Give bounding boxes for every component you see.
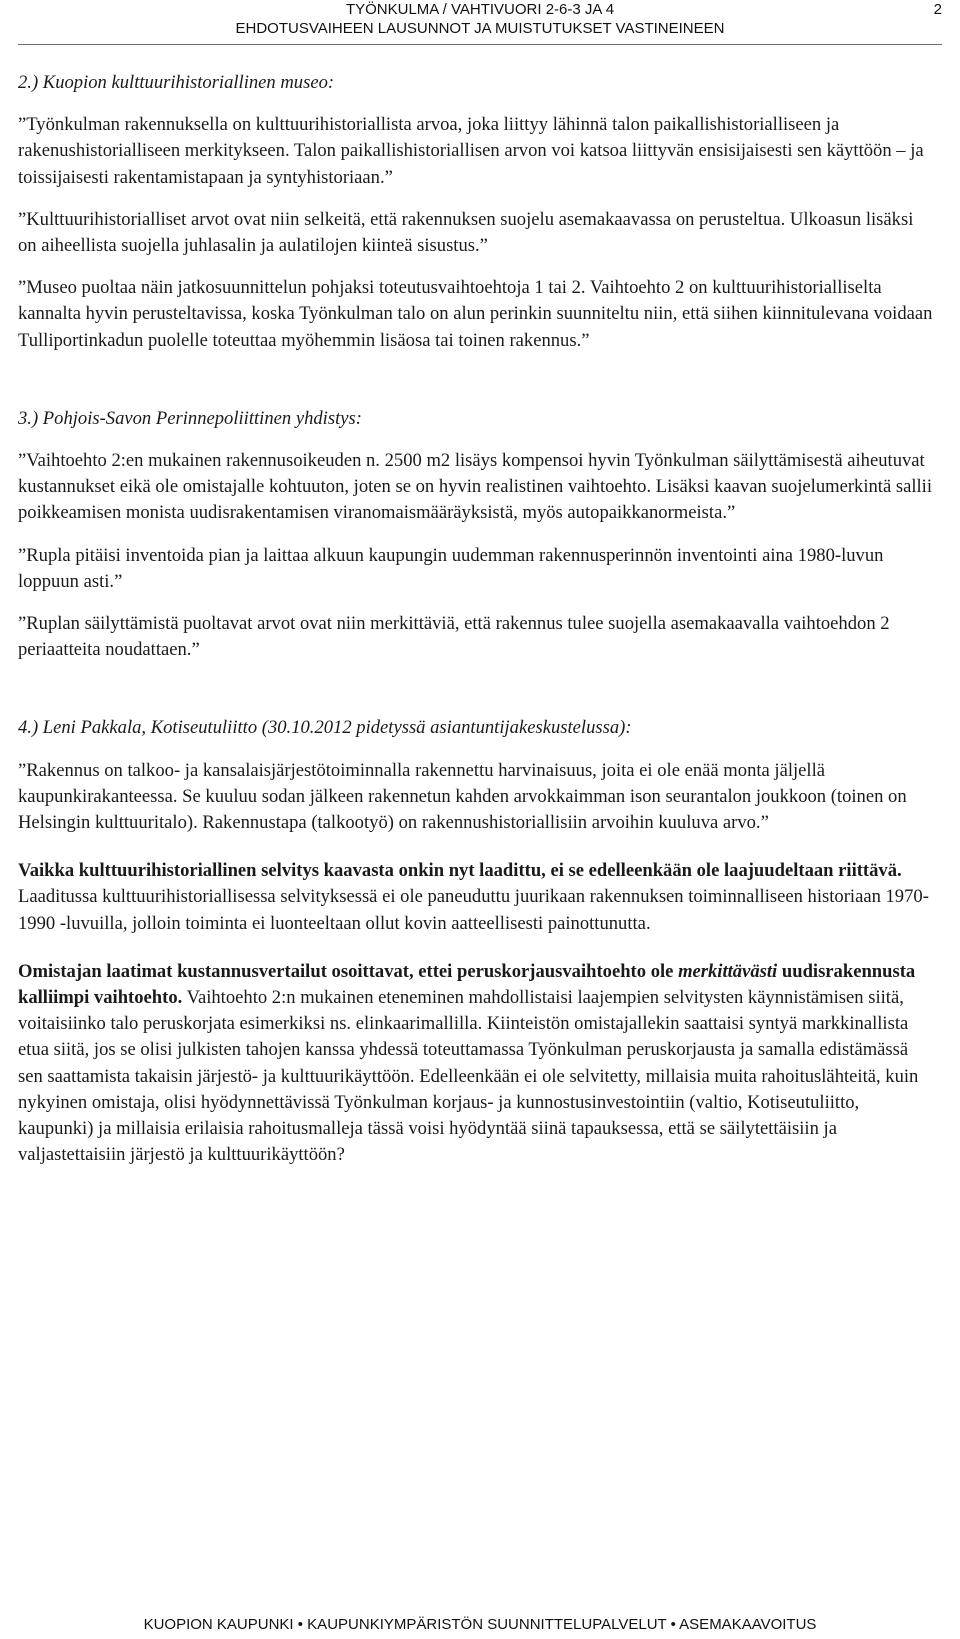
header-divider [18,44,942,45]
section-title-kotiseutuliitto: 4.) Leni Pakkala, Kotiseutuliitto (30.10.2012 pidetyssä asiantuntijakeskustelussa): [18,717,632,739]
response-text: Laaditussa kulttuurihistoriallisessa selvityksessä ei ole paneuduttu juurikaan rakennuksen toiminnalliseen historiaan 1970-1990 -luvuilla, jolloin toiminta ei luonteeltaan ollut kovin aatteellisesti painottunutta. [18,886,929,934]
document-title: TYÖNKULMA / VAHTIVUORI 2-6-3 JA 4 [345,1,615,18]
section-title-association: 3.) Pohjois-Savon Perinnepoliittinen yhdistys: [18,407,362,429]
response-emphasis: uudisrakennusta kalliimpi vaihtoehto. [18,960,916,1009]
quote-paragraph: ”Työnkulman rakennuksella on kulttuurihistoriallista arvoa, joka liittyy lähinnä talon paikallishistorialliseen ja rakenushistorialliseen merkitykseen. Talon paikallishistoriallisen arvon voi katsoa liittyvän ensisijaisesti sen käyttöön – ja toissijaisesti rakentamistapaan ja syntyhistoriaan.” [18,114,924,188]
response-emphasis: Vaikka kulttuurihistoriallinen selvitys kaavasta onkin nyt laadittu, ei se edelleenkään ole laajuudeltaan riittävä. [18,860,902,882]
quote-paragraph: ”Rupla pitäisi inventoida pian ja laittaa alkuun kaupungin uudemman rakennusperinnön inventointi aina 1980-luvun loppuun asti.” [18,544,884,592]
quote-paragraph: ”Museo puoltaa näin jatkosuunnittelun pohjaksi toteutusvaihtoehtoja 1 tai 2. Vaihtoehto 2 on kulttuurihistorialliselta kannalta hyvin perusteltavissa, koska Työnkulman talo on alun perinkin suunniteltu niin, että siihen kiinnitulevana voidaan Tulliportinkadun puolelle toteuttaa myöhemmin lisäosa tai toinen rakennus.” [18,277,933,351]
quote-paragraph: ”Vaihtoehto 2:en mukainen rakennusoikeuden n. 2500 m2 lisäys kompensoi hyvin Työnkulman säilyttämisestä aiheutuvat kustannukset eikä ole omistajalle kohtuuton, joten se on hyvin realistinen vaihtoehto. Lisäksi kaavan suojelumerkintä sallii poikkeamisen monista uudisrakentamisen viranomaismääräyksistä, myös autopaikkanormeista.” [18,450,932,524]
quote-paragraph: ”Ruplan säilyttämistä puoltavat arvot ovat niin merkittäviä, että rakennus tulee suojella asemakaavalla vaihtoehdon 2 periaatteita noudattaen.” [18,613,890,661]
response-text: Vaihtoehto 2:n mukainen eteneminen mahdollistaisi laajempien selvitysten käynnistämisen siitä, voitaisiinko talo peruskorjata esimerkiksi ns. elinkaarimallilla. Kiinteistön omistajallekin saattaisi syntyä markkinallista etua siitä, jos se olisi julkisten tahojen kanssa yhdessä toteuttamassa Työnkulman peruskorjausta ja samalla edistämässä sen saattamista takaisin järjestö- ja kulttuurikäyttöön. Edelleenkään ei ole selvitetty, millaisia muita rahoituslähteitä, kuin nykyinen omistaja, olisi hyödynnettävissä Työnkulman korjaus- ja kunnostusinvestointiin (valtio, Kotiseutuliitto, kaupunki) ja millaisia erilaisia rahoitusmalleja tässä voisi hyödyntää siinä tapauksessa, että se säilytettäisiin ja valjastettaisiin järjestö ja kulttuurikäyttöön? [18,987,919,1166]
section-title-museum: 2.) Kuopion kulttuurihistoriallinen museo: [18,72,335,93]
quote-paragraph: ”Rakennus on talkoo- ja kansalaisjärjestötoiminnalla rakennettu harvinaisuus, joita ei ole enää monta jäljellä kaupunkirakanteessa. Se kuuluu sodan jälkeen rakennetun kahden arvokkaimman ison seurantalon joukkoon (toinen on Helsingin kulttuuritalo). Rakennustapa (talkootyö) on rakennushistoriallisiin arvoihin kuuluva arvo.” [18,759,907,834]
response-emphasis-italic: merkittävästi [678,960,778,982]
document-subtitle: EHDOTUSVAIHEEN LAUSUNNOT JA MUISTUTUKSET VASTINEINEEN [235,20,725,37]
page-footer: KUOPION KAUPUNKI • KAUPUNKIYMPÄRISTÖN SUUNNITTELUPALVELUT • ASEMAKAAVOITUS [143,1616,817,1633]
response-paragraph-1 [18,858,934,937]
response-emphasis: Omistajan laatimat kustannusvertailut osoittavat, ettei peruskorjausvaihtoehto ole [18,960,679,982]
response-paragraph-2 [18,959,934,1169]
quote-paragraph: ”Kulttuurihistorialliset arvot ovat niin selkeitä, että rakennuksen suojelu asemakaavassa on perusteltua. Ulkoasun lisäksi on aiheellista suojella juhlasalin ja aulatilojen kiinteä sisustus.” [18,208,914,257]
page-header [0,0,960,48]
document-body [18,70,934,1169]
page-number: 2 [933,1,942,18]
